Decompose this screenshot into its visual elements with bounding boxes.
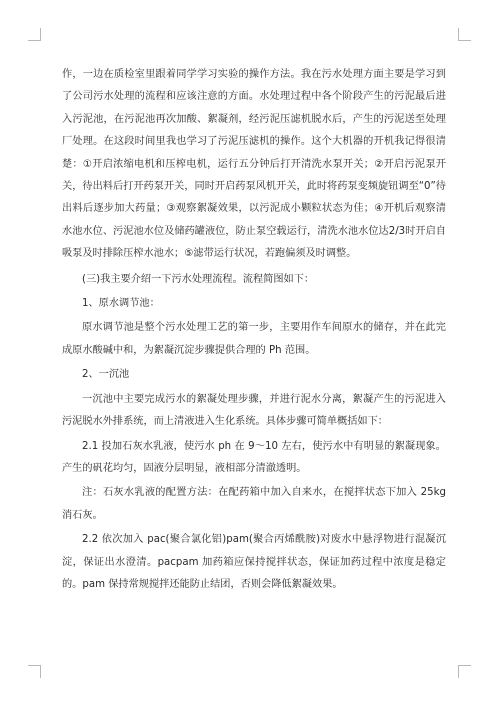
paragraph-sludge-process: 作，一边在质检室里跟着同学学习实验的操作方法。我在污水处理方面主要是学习到了公司污水处理的流程和应该注意的方面。水处理过程中各个阶段产生的污泥最后进入污泥池，在污泥池再次加酸、絮凝剂，经污泥压滤机脱水后，产生的污泥送至处理厂处理。在这段时间里我也学习了污泥压滤机的操作。这个大机器的开机我记得很清楚：①开启浓缩电机和压榨电机，运行五分钟后打开清洗水泵开关；②开启污泥泵开关，待出料后打开药泵开关，同时开启药泵风机开关，此时将药泵变频旋钮调至“0”待出料后逐步加大药量；③观察絮凝效果，以污泥成小颗粒状态为佳；④开机后观察清水池水位、污泥池水位及储药罐液位，防止泵空载运行，清洗水池水位达2/3时开启自吸泵及时排除压榨水池水；⑤滤带运行状况，若跑偏须及时调整。 — [62, 69, 446, 260]
heading-primary-settling-tank: 2、一沉池 — [82, 369, 130, 381]
heading-raw-water-tank: 1、原水调节池： — [82, 298, 160, 310]
paragraph-section-three-intro: (三)我主要介绍一下污水处理流程。流程简图如下： — [82, 273, 315, 285]
paragraph-step-2-2: 2.2 依次加入 pac(聚合氯化铝)pam(聚合丙烯酰胺)对废水中悬浮物进行混凝沉淀，保证出水澄清。pacpam 加药箱应保持搅拌状态，保证加药过程中浓度是稳定的。pam 保持常规搅拌还能防止结团，否则会降低絮凝效果。 — [62, 534, 446, 590]
paragraph-raw-water-tank: 原水调节池是整个污水处理工艺的第一步，主要用作车间原水的储存，并在此完成原水酸碱中和，为絮凝沉淀步骤提供合理的 Ph 范围。 — [62, 322, 446, 356]
page-corner-mark-bottom-right — [458, 665, 471, 678]
paragraph-primary-settling-tank: 一沉池中主要完成污水的絮凝处理步骤，并进行泥水分离，絮凝产生的污泥进入污泥脱水外排系统，而上清液进入生化系统。具体步骤可简单概括如下： — [62, 393, 446, 428]
page-corner-mark-top-left — [28, 28, 41, 41]
paragraph-step-2-1: 2.1 投加石灰水乳液，使污水 ph 在 9～10 左右，使污水中有明显的絮凝现象。产生的矾花均匀，固液分层明显，液相部分清澈透明。 — [62, 440, 446, 474]
paragraph-lime-note: 注：石灰水乳液的配置方法：在配药箱中加入自来水，在搅拌状态下加入 25kg 消石灰。 — [62, 487, 446, 521]
page-corner-mark-bottom-left — [28, 665, 41, 678]
document-body — [62, 64, 446, 596]
page-corner-mark-top-right — [458, 28, 471, 41]
